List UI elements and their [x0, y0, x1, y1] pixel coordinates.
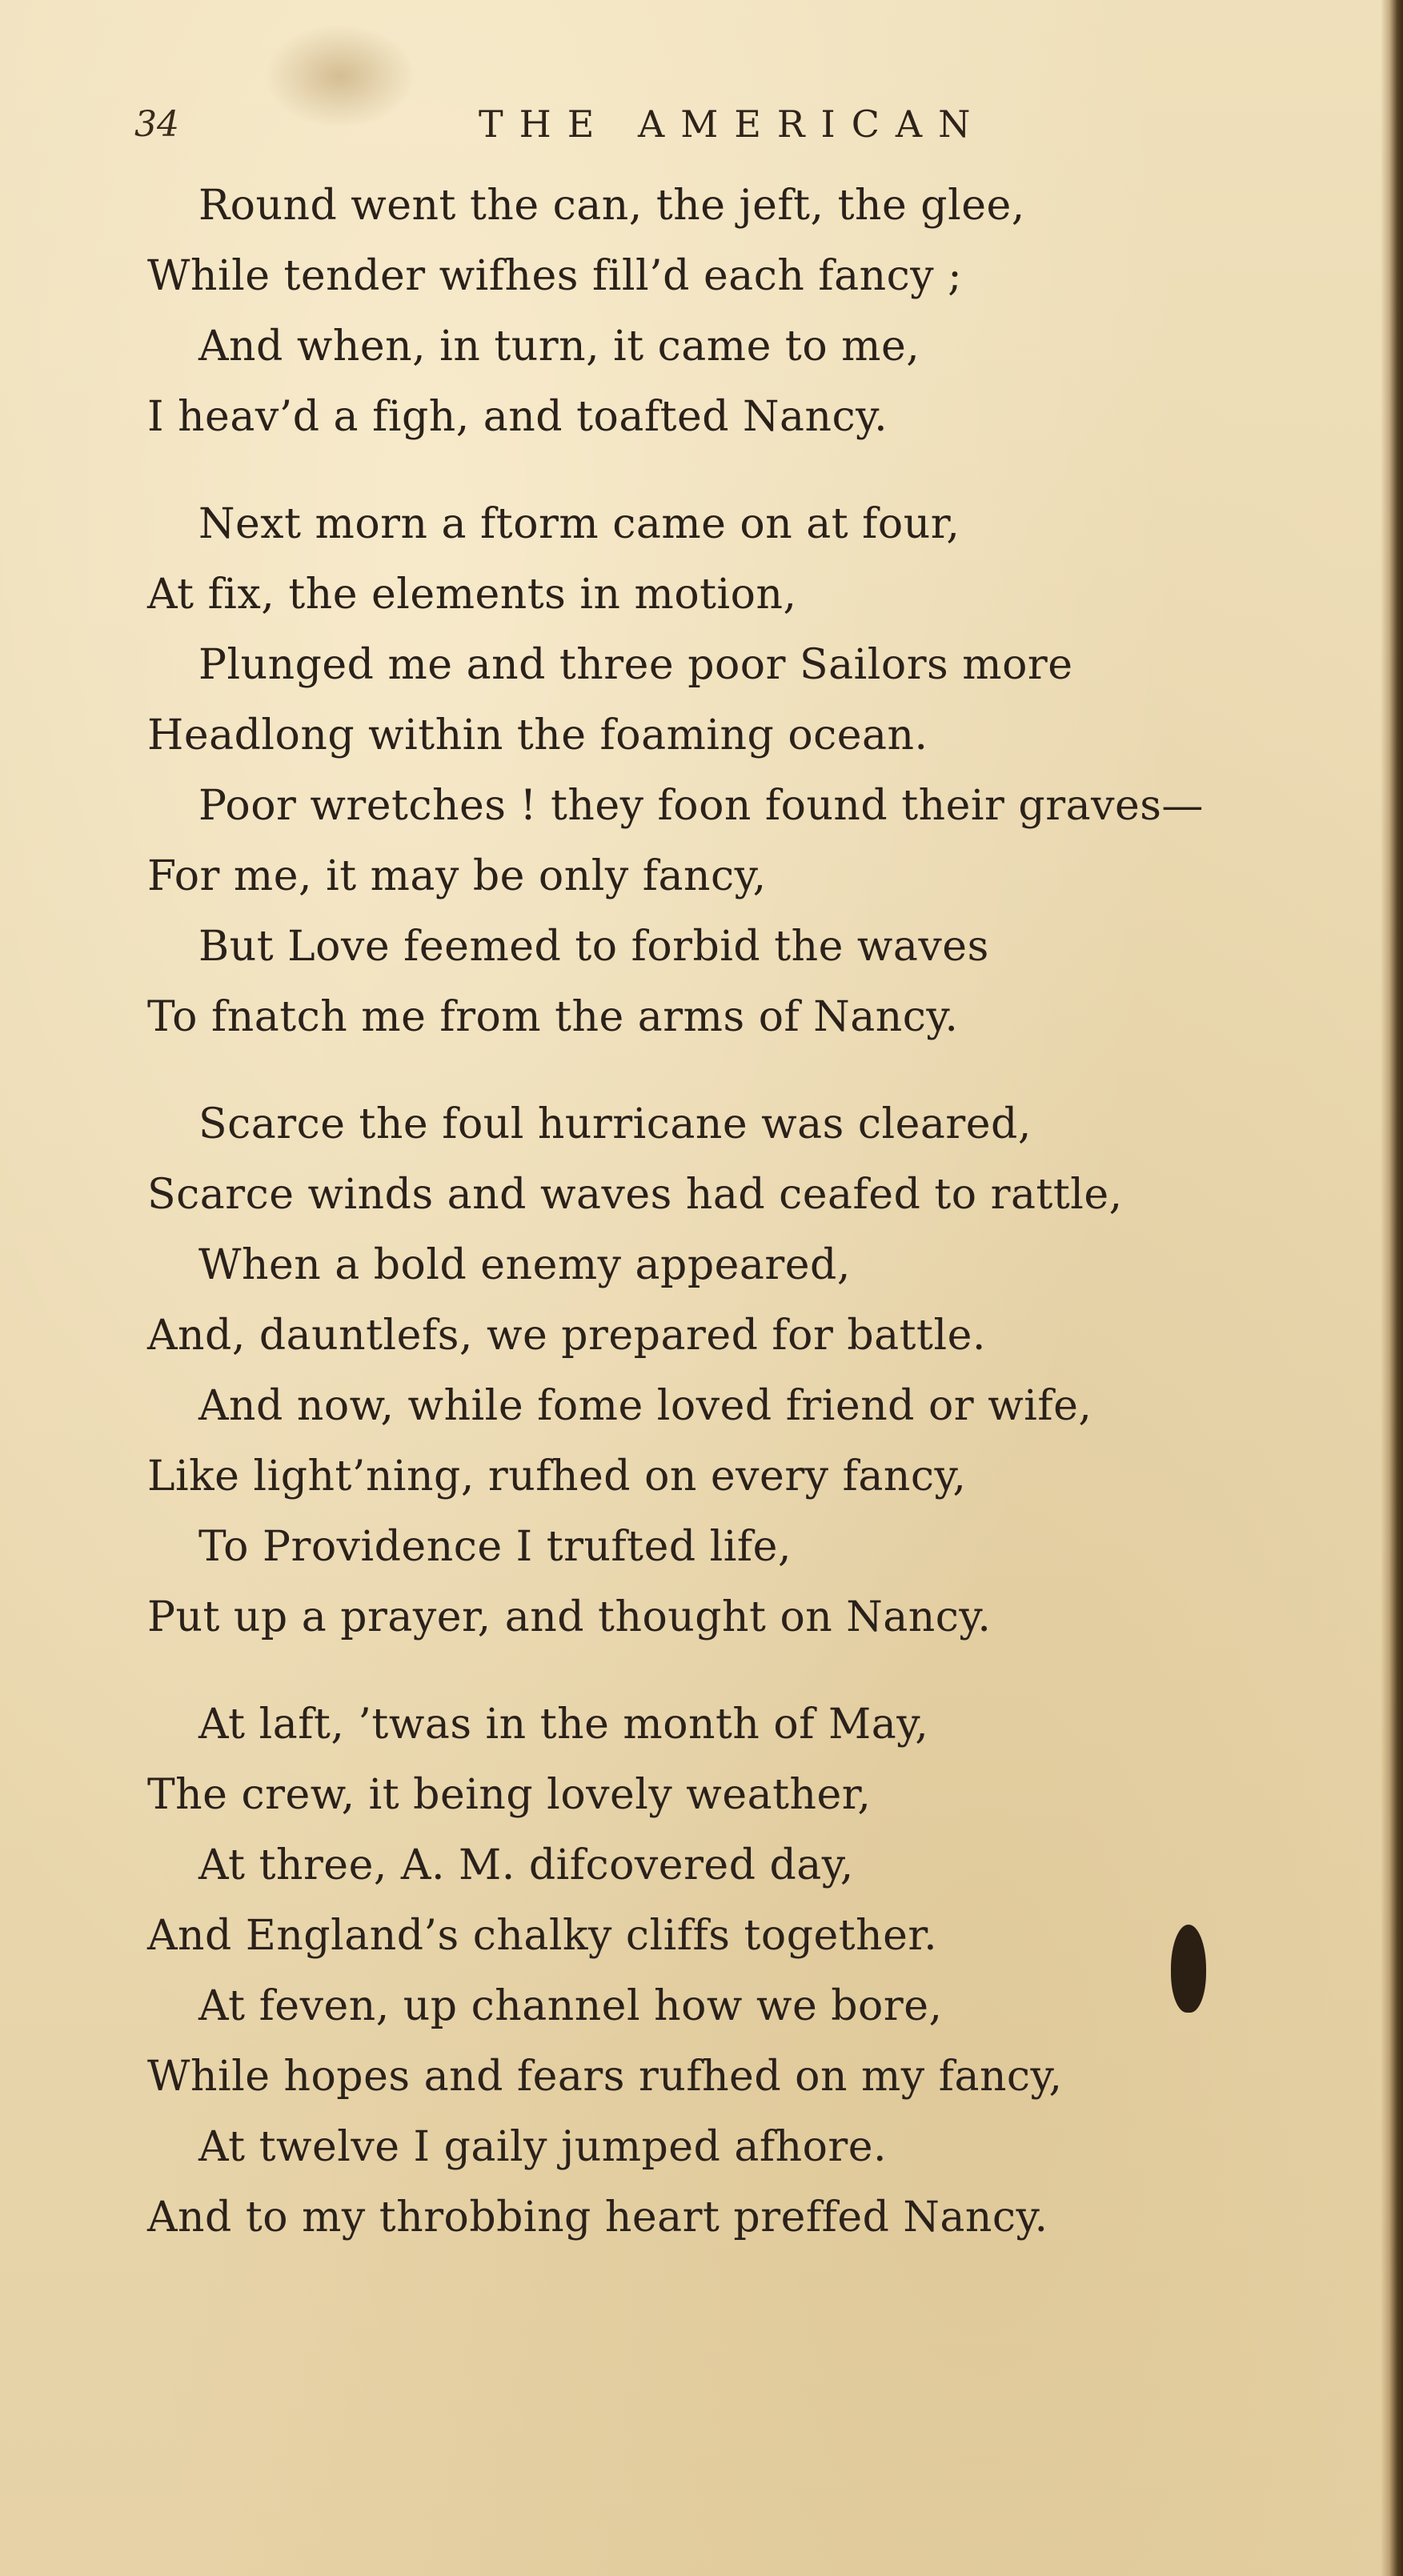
page-number: 34 — [134, 104, 179, 145]
poem-line: Poor wretches ! they foon found their graves— — [198, 782, 1204, 830]
poem-line: At three, A. M. difcovered day, — [198, 1841, 854, 1889]
poem-line: And now, while fome loved friend or wife, — [198, 1382, 1092, 1430]
poem-line: Next morn a ftorm came on at four, — [198, 500, 960, 548]
stanza — [0, 170, 1361, 452]
poem-line: Put up a prayer, and thought on Nancy. — [147, 1593, 992, 1641]
poem-line: At feven, up channel how we bore, — [198, 1982, 943, 2030]
stanza — [0, 1689, 1361, 2253]
poem-line: To fnatch me from the arms of Nancy. — [147, 993, 959, 1041]
poem-line: And England’s chalky cliffs together. — [147, 1912, 938, 1960]
page-header — [0, 94, 1403, 158]
stanza — [0, 489, 1361, 1052]
poem-line: And, dauntlefs, we prepared for battle. — [147, 1312, 986, 1360]
poem-line: For me, it may be only fancy, — [147, 852, 767, 900]
poem-line: I heav’d a figh, and toafted Nancy. — [147, 393, 888, 441]
poem-line: To Providence I trufted life, — [198, 1523, 792, 1571]
running-head: THE AMERICAN — [479, 102, 987, 146]
poem-body — [0, 170, 1361, 2290]
poem-line: While tender wifhes fill’d each fancy ; — [147, 252, 963, 300]
poem-line: Like light’ning, rufhed on every fancy, — [147, 1452, 967, 1500]
poem-line: Headlong within the foaming ocean. — [147, 711, 928, 759]
poem-line: When a bold enemy appeared, — [198, 1241, 851, 1289]
poem-line: The crew, it being lovely weather, — [147, 1771, 872, 1819]
poem-line: And when, in turn, it came to me, — [198, 323, 920, 371]
poem-line: But Love feemed to forbid the waves — [198, 923, 989, 971]
poem-line: And to my throbbing heart preffed Nancy. — [147, 2193, 1048, 2241]
page-edge-shadow — [1381, 0, 1403, 2576]
stanza — [0, 1089, 1361, 1653]
poem-line: At laft, ’twas in the month of May, — [198, 1701, 929, 1749]
poem-line: While hopes and fears rufhed on my fancy, — [147, 2053, 1063, 2101]
poem-line: Scarce the foul hurricane was cleared, — [198, 1100, 1032, 1148]
poem-line: At twelve I gaily jumped afhore. — [198, 2123, 888, 2171]
poem-line: Plunged me and three poor Sailors more — [198, 641, 1073, 689]
poem-line: At fix, the elements in motion, — [147, 571, 797, 619]
poem-line: Round went the can, the jeft, the glee, — [198, 182, 1025, 230]
poem-line: Scarce winds and waves had ceafed to rattle, — [147, 1171, 1123, 1219]
